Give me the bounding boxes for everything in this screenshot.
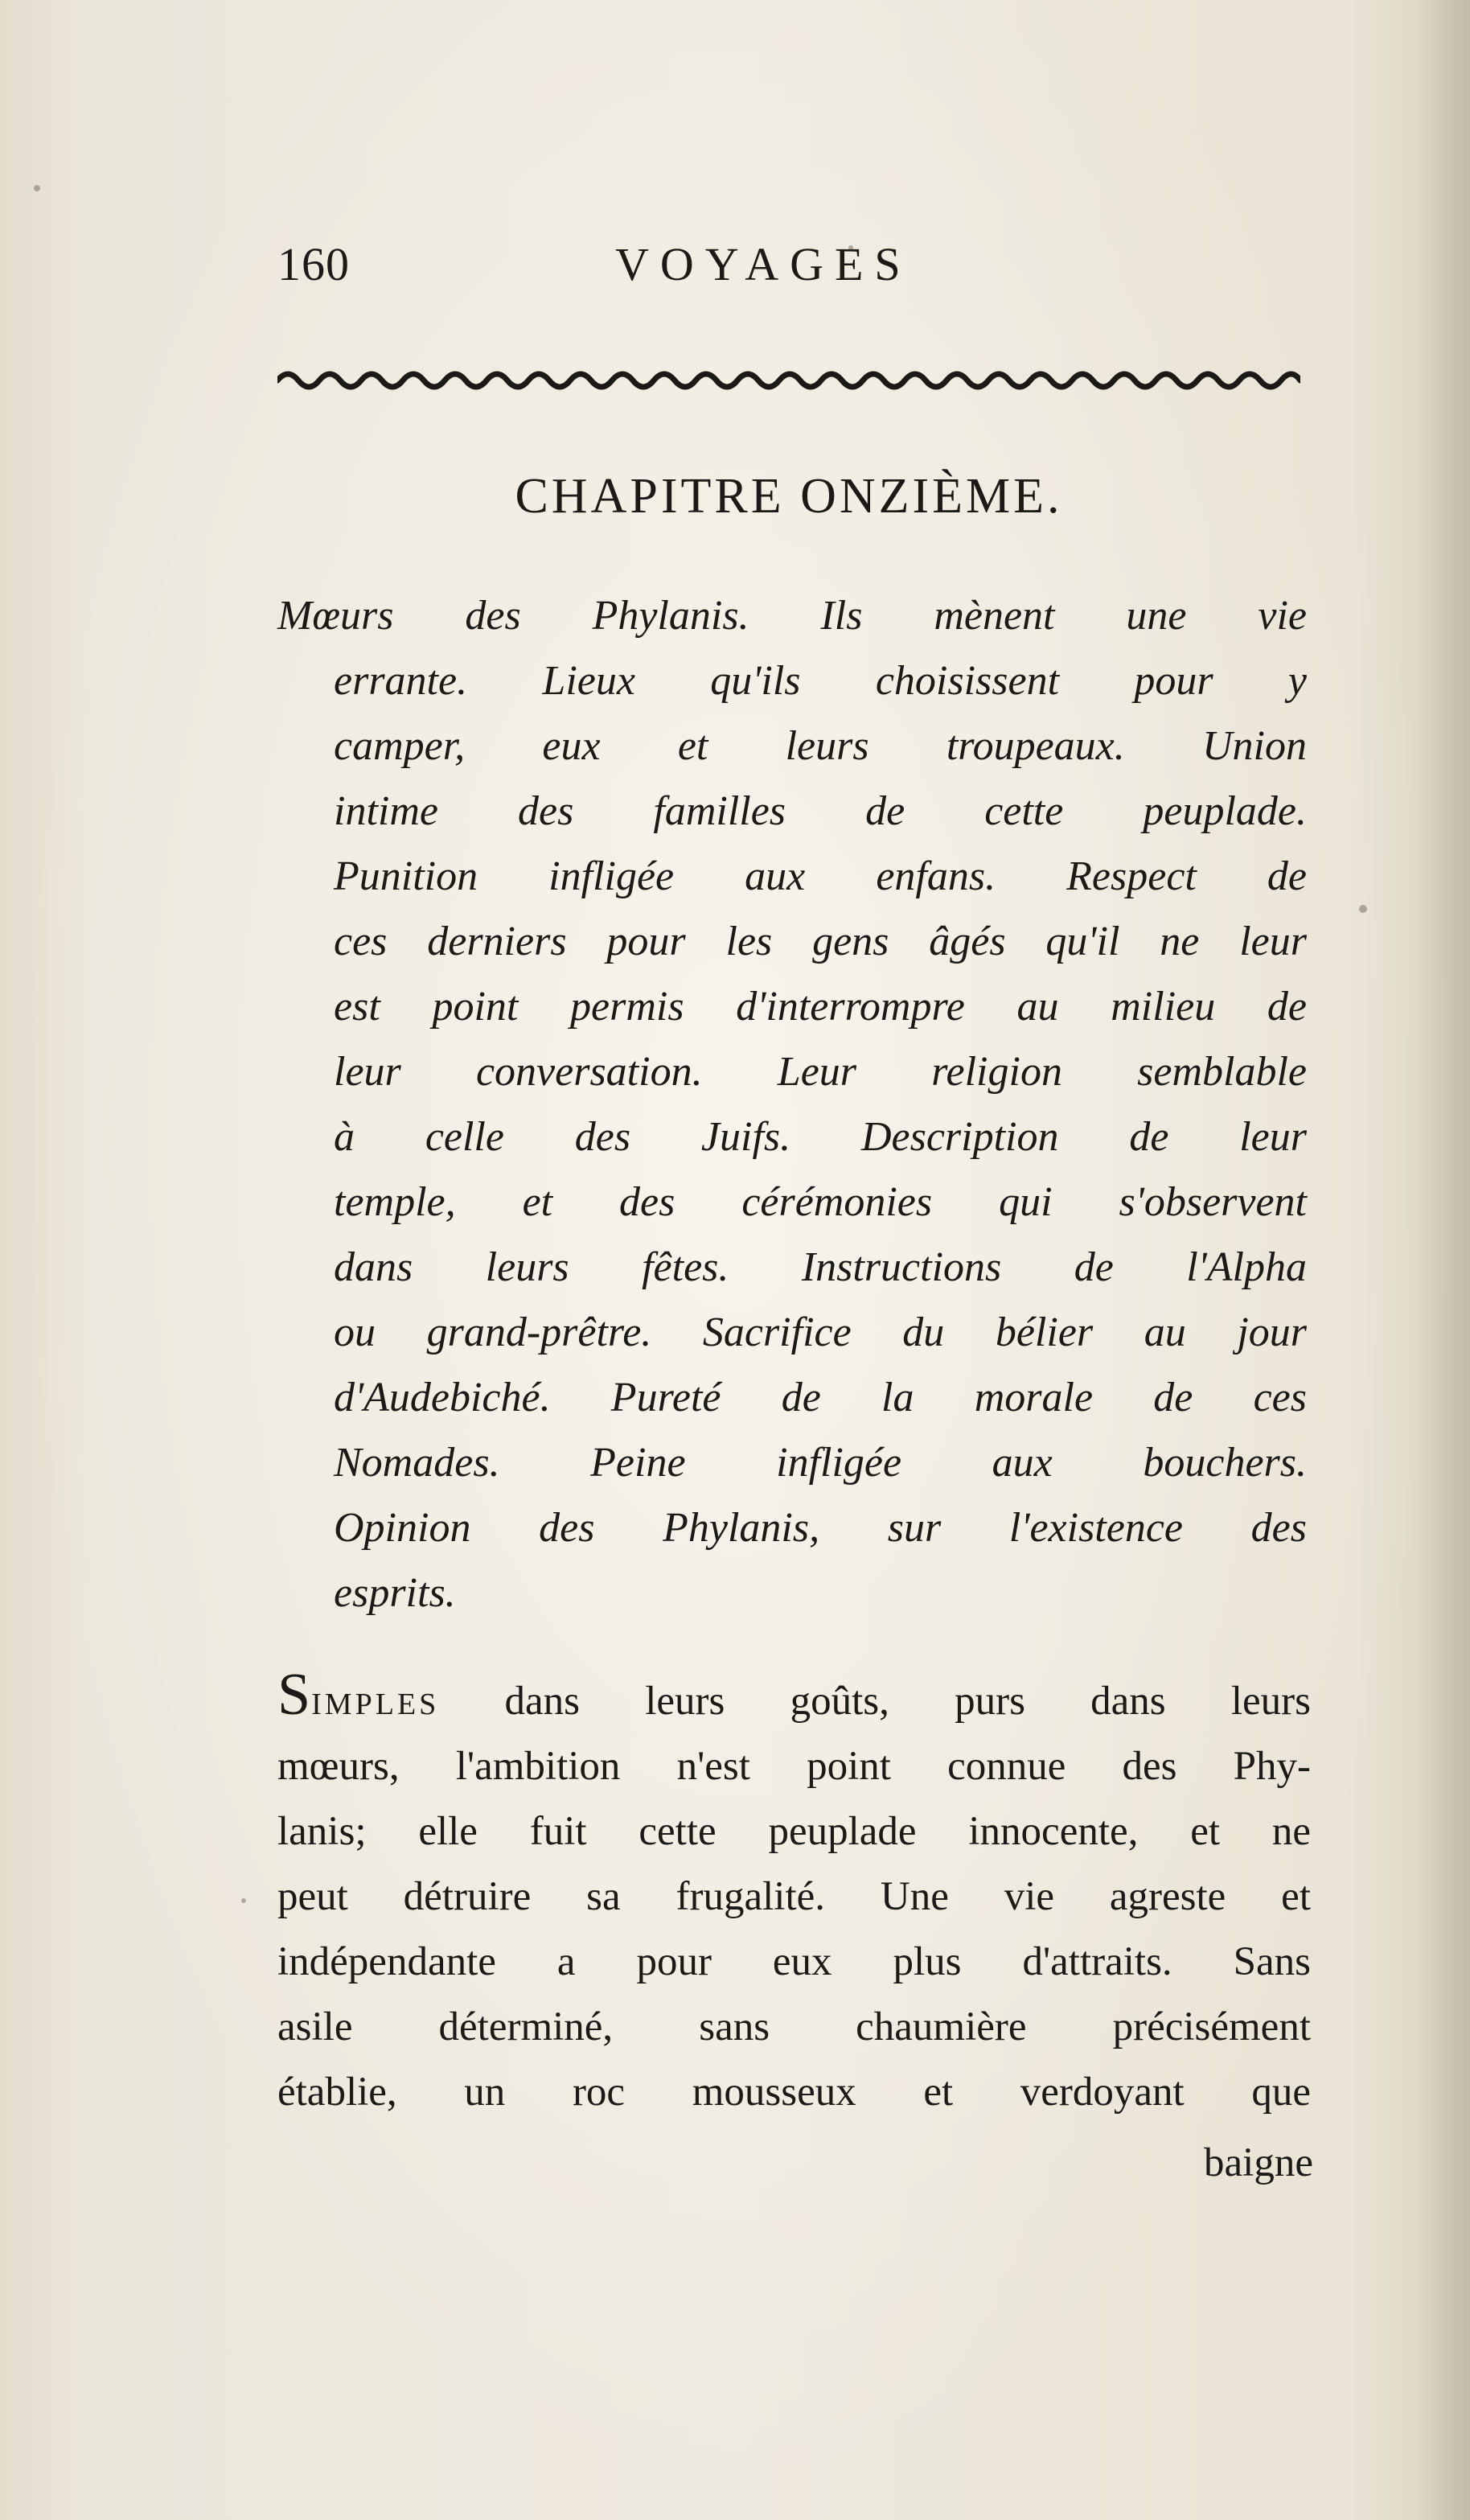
page-header	[277, 237, 1315, 294]
body-line: indépendante a pour eux plus d'attraits. Sans	[277, 1939, 1311, 1984]
summary-line: d'Audebiché. Pureté de la morale de ces	[334, 1375, 1307, 1420]
summary-line: Opinion des Phylanis, sur l'existence des	[334, 1505, 1307, 1551]
first-word-smallcaps: IMPLES	[311, 1688, 440, 1721]
paper-speck	[1359, 905, 1367, 913]
catchword: baigne	[1204, 2140, 1313, 2185]
summary-line: à celle des Juifs. Description de leur	[334, 1114, 1307, 1160]
summary-line: dans leurs fêtes. Instructions de l'Alpha	[334, 1244, 1307, 1290]
page-number: 160	[277, 238, 350, 290]
summary-line: Mœurs des Phylanis. Ils mènent une vie	[277, 593, 1307, 639]
paper-speck	[848, 245, 853, 250]
drop-cap: S	[277, 1662, 312, 1728]
summary-line: leur conversation. Leur religion semblable	[334, 1049, 1307, 1095]
chapter-title: CHAPITRE ONZIÈME.	[515, 469, 1063, 524]
summary-line: errante. Lieux qu'ils choisissent pour y	[334, 658, 1307, 704]
body-text	[277, 1662, 1312, 2125]
chapter-summary	[277, 583, 1307, 1626]
paper-speck	[241, 1898, 246, 1903]
body-line: lanis; elle fuit cette peuplade innocente, et ne	[277, 1809, 1311, 1854]
paper-speck	[34, 185, 40, 191]
summary-line: ou grand-prêtre. Sacrifice du bélier au jour	[334, 1309, 1307, 1355]
summary-line: est point permis d'interrompre au milieu de	[334, 984, 1307, 1030]
summary-line: ces derniers pour les gens âgés qu'il ne leur	[334, 919, 1307, 964]
body-first-line	[277, 1662, 1312, 1734]
summary-line: Nomades. Peine infligée aux bouchers.	[334, 1440, 1307, 1486]
summary-line: Punition infligée aux enfans. Respect de	[334, 853, 1307, 899]
body-line: peut détruire sa frugalité. Une vie agreste et	[277, 1874, 1311, 1919]
wavy-rule-ornament	[277, 366, 1300, 395]
body-line: mœurs, l'ambition n'est point connue des Phy-	[277, 1744, 1311, 1789]
summary-line: camper, eux et leurs troupeaux. Union	[334, 723, 1307, 769]
summary-line: intime des familles de cette peuplade.	[334, 788, 1307, 834]
first-line-text: dans leurs goûts, purs dans leurs	[504, 1679, 1312, 1724]
body-line: asile déterminé, sans chaumière précisément	[277, 2004, 1311, 2049]
running-title: VOYAGES	[615, 238, 912, 290]
body-line: établie, un roc mousseux et verdoyant que	[277, 2070, 1311, 2115]
page-gutter-shadow	[1414, 0, 1470, 2520]
summary-line: temple, et des cérémonies qui s'observent	[334, 1179, 1307, 1225]
summary-line: esprits.	[334, 1570, 456, 1616]
